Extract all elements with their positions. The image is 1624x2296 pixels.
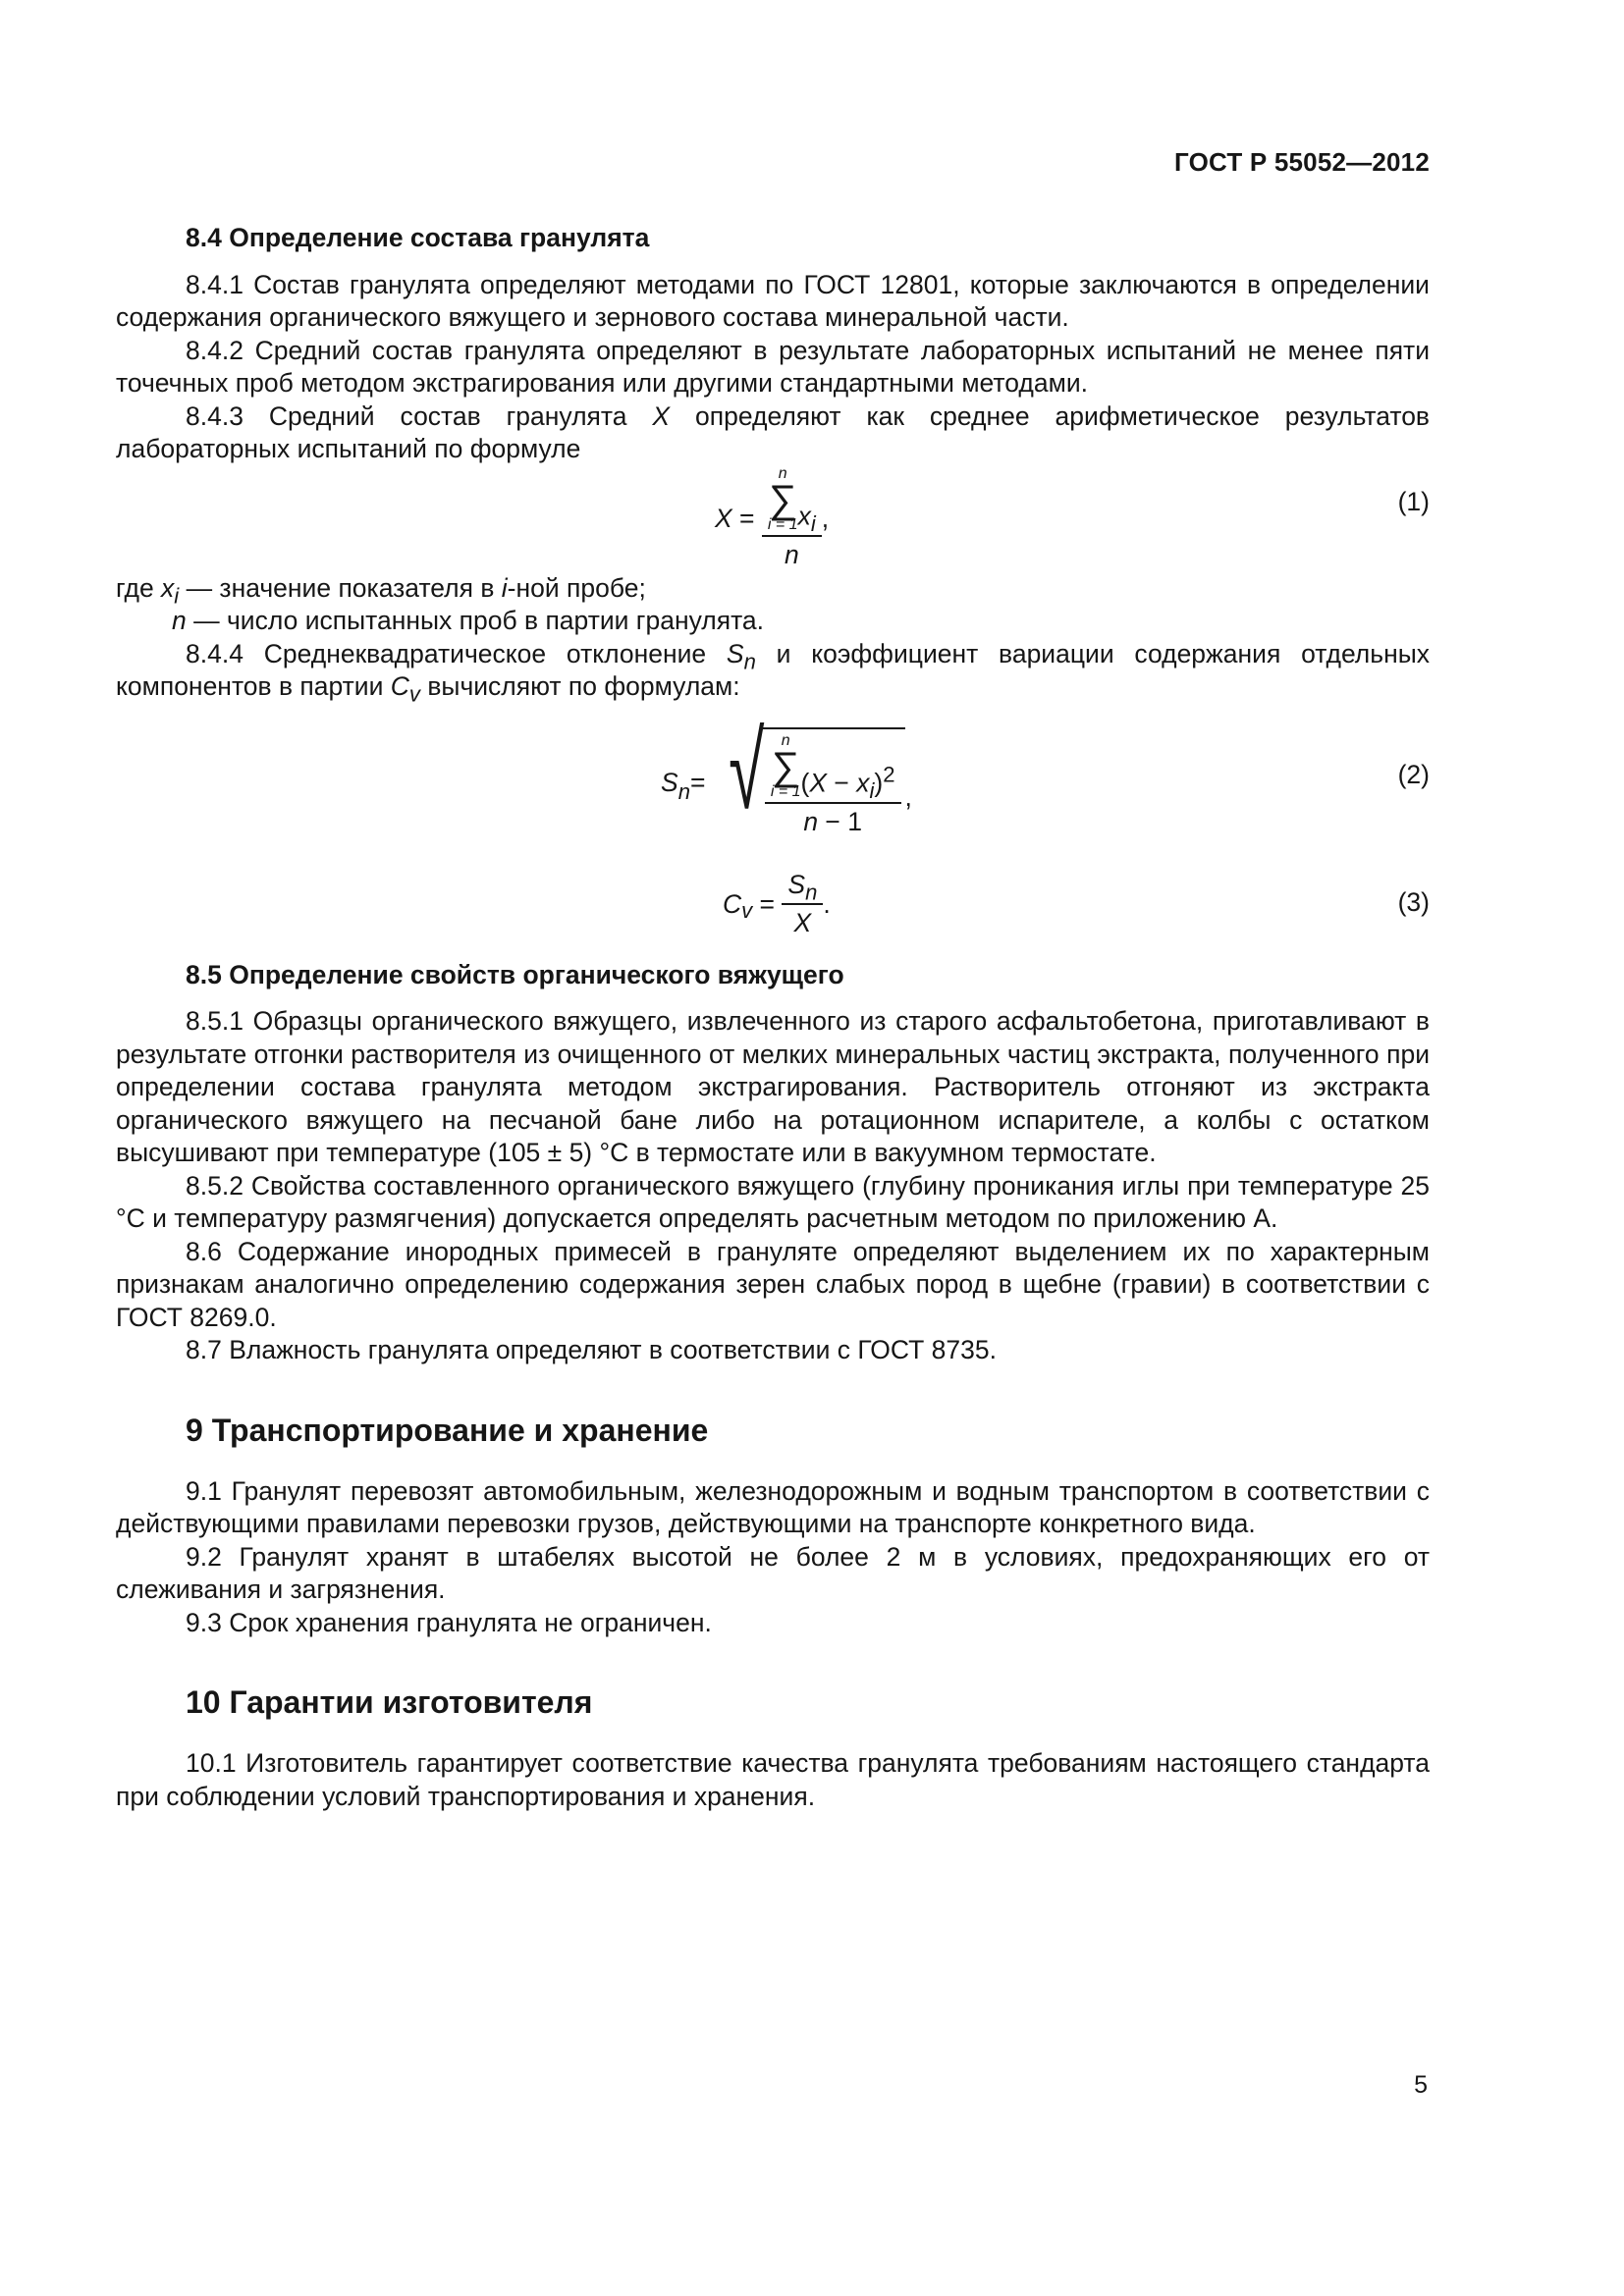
formula-1-expression: X = n ∑ i = 1 $x_i$ n ,	[715, 466, 829, 572]
document-body	[116, 222, 1430, 1813]
section-8-4-heading: 8.4 Определение состава гранулята	[186, 223, 650, 252]
section-8-5-heading: 8.5 Определение свойств органического вяжущего	[186, 959, 844, 989]
formula-2-expression: S n = √ n ∑ i = 1 $(X - x_i)^2$ n − 1 ,	[661, 727, 912, 839]
formula-1-fraction: n ∑ i = 1 $x_i$ n	[762, 466, 822, 572]
formula-3-number: (3)	[1397, 886, 1430, 917]
legend-n: n — число испытанных проб в партии гранулята.	[172, 606, 765, 635]
radical-sign-icon: √	[729, 710, 765, 831]
standard-code-header: ГОСТ Р 55052—2012	[1174, 147, 1430, 177]
section-9-heading: 9 Транспортирование и хранение	[186, 1412, 709, 1448]
paragraph-8-5-1: 8.5.1 Образцы органического вяжущего, извлеченного из старого асфальтобетона, приготавливают в результате отгонки растворителя из очищенного от мелких минеральных частиц экстракта, полученного при определении состава гранулята методом экстрагирования. Растворитель отгоняют из экстракта органического вяжущего на песчаной бане либо на ротационном испарителе, а колбы с остатком высушивают при температуре (105 ± 5) °С в термостате или в вакуумном термостате.	[116, 1006, 1430, 1167]
paragraph-9-3: 9.3 Срок хранения гранулята не ограничен.	[186, 1607, 712, 1637]
square-root	[705, 710, 904, 839]
page-number: 5	[1414, 2071, 1428, 2099]
paragraph-9-1: 9.1 Гранулят перевозят автомобильным, железнодорожным и водным транспортом в соответствии с действующими правилами перевозки грузов, действующими на транспорте конкретного вида.	[116, 1475, 1430, 1538]
formula-2-fraction: n ∑ i = 1 $(X - x_i)^2$ n − 1	[765, 733, 901, 839]
paragraph-8-7: 8.7 Влажность гранулята определяют в соответствии с ГОСТ 8735.	[186, 1335, 997, 1364]
paragraph-8-4-4: 8.4.4 Среднеквадратическое отклонение $S_n$ и коэффициент вариации содержания отдельных компонентов в партии $C_v$ вычисляют по формулам:	[116, 638, 1430, 707]
paragraph-8-5-2: 8.5.2 Свойства составленного органического вяжущего (глубину проникания иглы при температуре 25 °С и температуру размягчения) допускается определять расчетным методом по приложению А.	[116, 1170, 1430, 1233]
formula-3-fraction: $\frac{S_n}{X}$	[782, 869, 823, 940]
paragraph-10-1: 10.1 Изготовитель гарантирует соответствие качества гранулята требованиям настоящего стандарта при соблюдении условий транспортирования и хранения.	[116, 1748, 1430, 1811]
formula-2	[116, 710, 1430, 861]
sum-sign: n ∑ i = 1	[770, 731, 801, 800]
paragraph-8-4-2: 8.4.2 Средний состав гранулята определяют в результате лабораторных испытаний не менее пяти точечных проб методом экстрагирования или другими стандартными методами.	[116, 335, 1430, 398]
legend-xi: где $x_i$ — значение показателя в i-ной пробе;	[116, 572, 646, 608]
formula-1	[116, 466, 1430, 572]
paragraph-8-4-3: 8.4.3 Средний состав гранулята X определяют как среднее арифметическое результатов лабораторных испытаний по формуле	[116, 400, 1431, 463]
sum-sign: n ∑ i = 1	[767, 464, 798, 533]
formula-2-number: (2)	[1397, 759, 1430, 789]
formula-3-expression: $C_v$ = $\frac{S_n}{X}$ .	[723, 869, 831, 940]
formula-1-number: (1)	[1397, 486, 1430, 516]
paragraph-9-2: 9.2 Гранулят хранят в штабелях высотой не более 2 м в условиях, предохраняющих его от слеживания и загрязнения.	[116, 1541, 1430, 1604]
paragraph-8-6: 8.6 Содержание инородных примесей в грануляте определяют выделением их по характерным признакам аналогично определению содержания зерен слабых пород в щебне (гравии) в соответствии с ГОСТ 8269.0.	[116, 1236, 1430, 1332]
section-10-heading: 10 Гарантии изготовителя	[186, 1684, 593, 1720]
paragraph-8-4-1: 8.4.1 Состав гранулята определяют методами по ГОСТ 12801, которые заключаются в определении содержания органического вяжущего и зернового состава минеральной части.	[116, 269, 1430, 332]
formula-3	[116, 869, 1430, 953]
